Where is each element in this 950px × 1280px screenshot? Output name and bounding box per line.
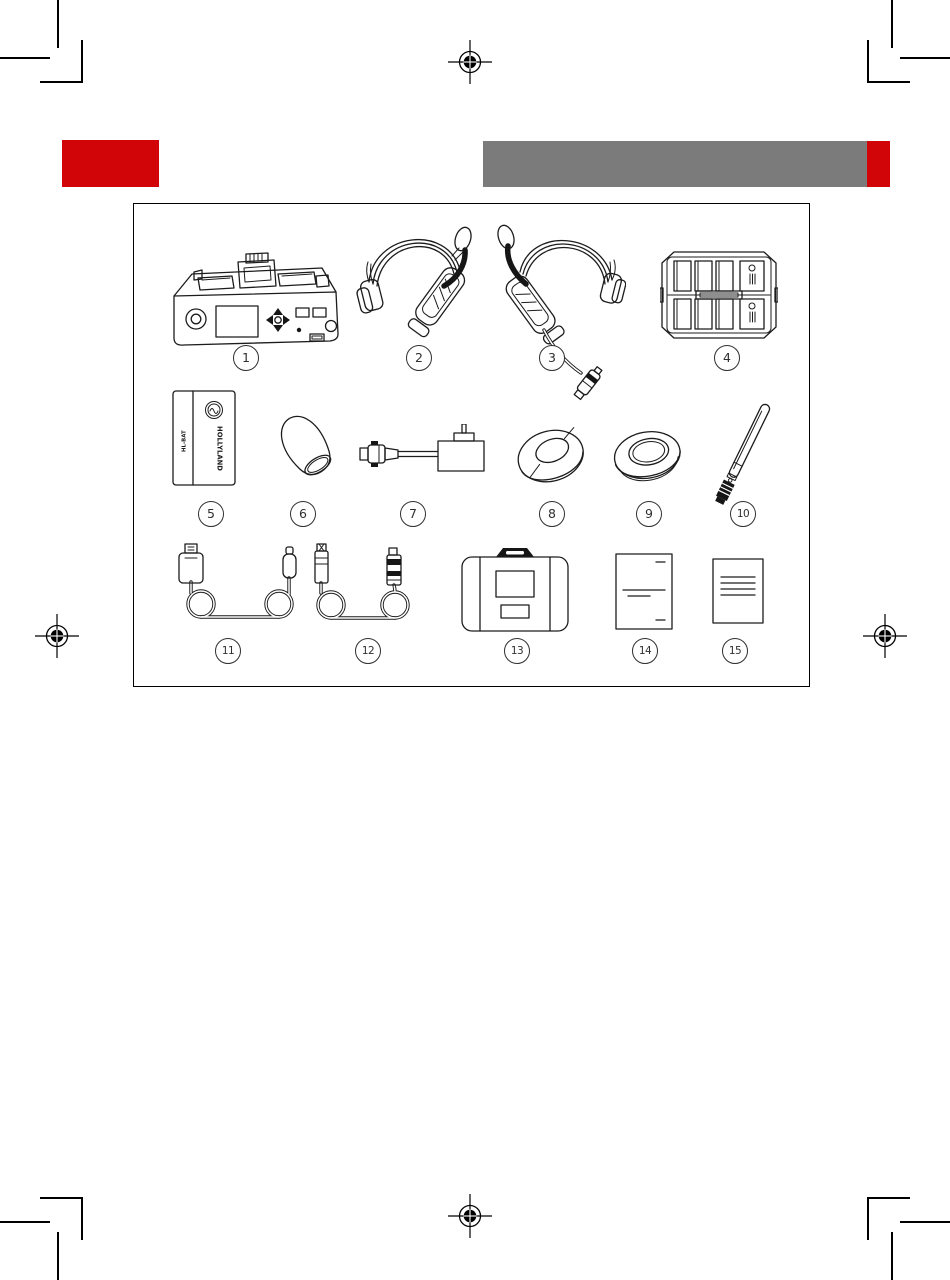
item-number-14	[632, 638, 658, 664]
battery-model-text: HL-BAT	[181, 430, 188, 452]
item-number-14-label: 14	[638, 644, 652, 657]
item-number-15	[722, 638, 748, 664]
registration-mark-right	[863, 614, 907, 658]
item-number-11-label: 11	[221, 644, 235, 657]
single-ear-headset-drawing	[356, 222, 476, 350]
mic-windscreen-drawing	[274, 410, 338, 484]
registration-mark-left	[35, 614, 79, 658]
item-number-12-label: 12	[361, 644, 375, 657]
item-number-2-label: 2	[415, 349, 423, 365]
section-red-tab	[62, 140, 159, 187]
item-number-11	[215, 638, 241, 664]
item-number-12	[355, 638, 381, 664]
power-adapter-drawing	[358, 424, 490, 482]
antenna-drawing	[707, 395, 777, 513]
item-number-10-label: 10	[736, 507, 750, 520]
item-number-5	[198, 501, 224, 527]
item-number-3-label: 3	[548, 349, 556, 365]
item-number-10	[730, 501, 756, 527]
registration-mark-top	[448, 40, 492, 84]
ear-cushion-drawing	[514, 422, 588, 492]
item-number-6-label: 6	[299, 505, 307, 521]
item-number-1	[233, 345, 259, 371]
item-number-1-label: 1	[242, 349, 250, 365]
item-number-8-label: 8	[548, 505, 556, 521]
item-number-7	[400, 501, 426, 527]
item-number-15-label: 15	[728, 644, 742, 657]
single-ear-headset-with-cable-drawing	[478, 222, 626, 406]
section-title-bar	[483, 141, 867, 187]
item-number-8	[539, 501, 565, 527]
item-number-9	[636, 501, 662, 527]
registration-mark-bottom	[448, 1194, 492, 1238]
item-number-5-label: 5	[207, 505, 215, 521]
leaflet-drawing	[712, 558, 764, 624]
booklet-drawing	[615, 553, 673, 630]
foam-ear-pad-drawing	[611, 426, 685, 492]
item-number-3	[539, 345, 565, 371]
carrying-case-drawing	[460, 545, 570, 633]
item-number-4-label: 4	[723, 349, 731, 365]
battery-charging-case-drawing	[660, 250, 778, 340]
item-number-2	[406, 345, 432, 371]
item-number-9-label: 9	[645, 505, 653, 521]
item-number-13	[504, 638, 530, 664]
item-number-6	[290, 501, 316, 527]
section-title-accent	[867, 141, 890, 187]
item-number-7-label: 7	[409, 505, 417, 521]
item-number-4	[714, 345, 740, 371]
base-station-drawing	[158, 246, 348, 350]
item-number-13-label: 13	[510, 644, 524, 657]
battery-brand-text: HOLLYLAND	[215, 426, 224, 471]
intercom-cable-drawing	[305, 542, 417, 626]
battery-drawing	[172, 390, 236, 486]
